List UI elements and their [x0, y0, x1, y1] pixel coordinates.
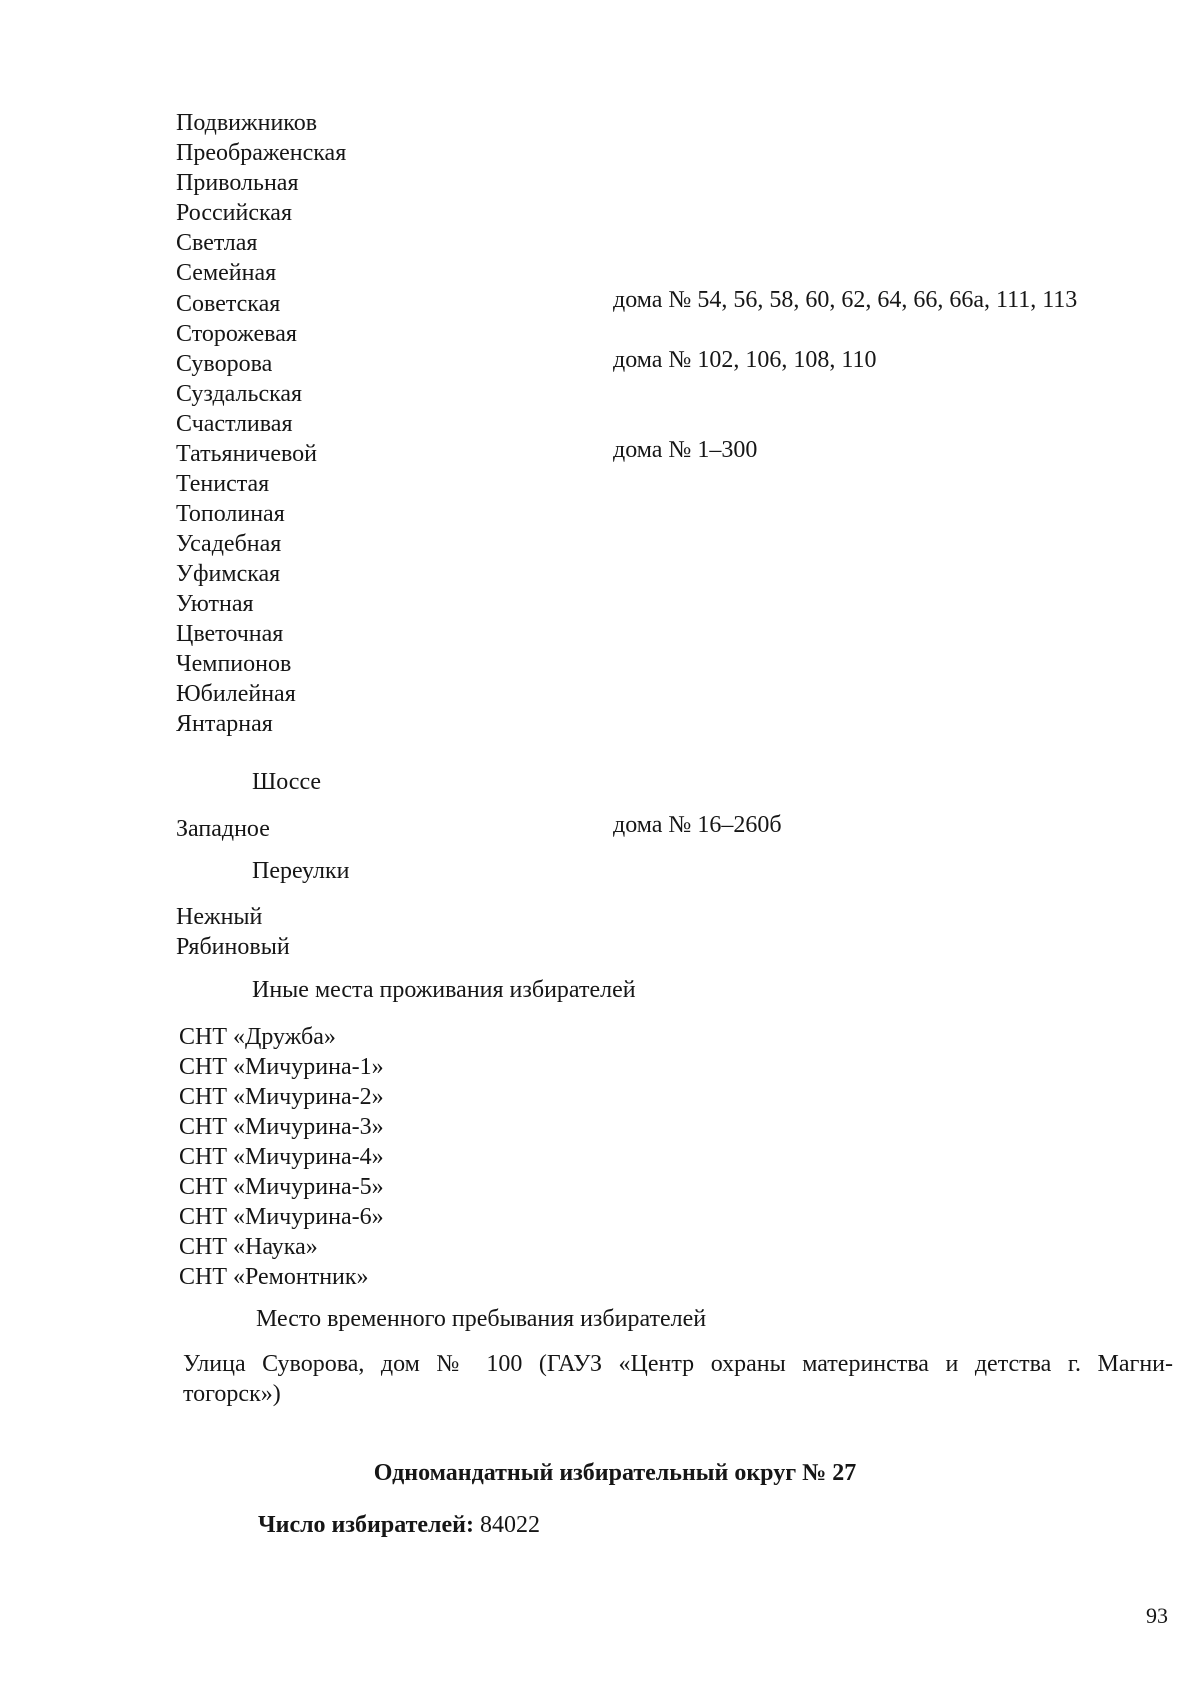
list-item: СНТ «Наука»: [179, 1234, 318, 1260]
street-name: Уютная: [176, 591, 254, 617]
list-item: СНТ «Мичурина-4»: [179, 1144, 384, 1170]
street-name: Чемпионов: [176, 651, 292, 677]
address-line-2: тогорск»): [183, 1381, 281, 1407]
street-name: Уфимская: [176, 561, 281, 587]
list-item: СНТ «Мичурина-6»: [179, 1204, 384, 1230]
street-name: Тополиная: [176, 501, 285, 527]
address-line-1: Улица Суворова, дом № 100 (ГАУЗ «Центр охраны материнства и детства г. Магни-: [183, 1351, 1173, 1377]
street-name: Привольная: [176, 170, 299, 196]
street-name: Счастливая: [176, 411, 293, 437]
lane-name: Нежный: [176, 904, 263, 930]
street-name: Сторожевая: [176, 321, 297, 347]
street-name: Преображенская: [176, 140, 347, 166]
highway-houses: дома № 16–260б: [613, 812, 782, 838]
street-houses: дома № 54, 56, 58, 60, 62, 64, 66, 66а, 111, 113: [613, 287, 1078, 313]
section-heading: Шоссе: [252, 769, 322, 795]
street-name: Суздальская: [176, 381, 303, 407]
street-houses: дома № 102, 106, 108, 110: [613, 347, 877, 373]
street-name: Тенистая: [176, 471, 270, 497]
street-name: Юбилейная: [176, 681, 296, 707]
street-name: Цветочная: [176, 621, 284, 647]
list-item: СНТ «Дружба»: [179, 1024, 336, 1050]
voters-label: Число избирателей:: [258, 1512, 474, 1538]
list-item: СНТ «Мичурина-1»: [179, 1054, 384, 1080]
voters-count: [258, 1510, 540, 1540]
list-item: СНТ «Мичурина-3»: [179, 1114, 384, 1140]
highway-name: Западное: [176, 816, 270, 842]
street-name: Подвижников: [176, 110, 318, 136]
section-heading: Иные места проживания избирателей: [252, 977, 636, 1003]
street-name: Светлая: [176, 230, 258, 256]
street-name: Семейная: [176, 260, 277, 286]
street-name: Суворова: [176, 351, 273, 377]
lane-name: Рябиновый: [176, 934, 290, 960]
page-number: 93: [1146, 1603, 1168, 1628]
list-item: СНТ «Мичурина-5»: [179, 1174, 384, 1200]
temporary-stay-address: [183, 1349, 1173, 1409]
list-item: СНТ «Ремонтник»: [179, 1264, 369, 1290]
district-title: Одномандатный избирательный округ № 27: [373, 1460, 857, 1486]
voters-value: 84022: [479, 1512, 540, 1538]
street-name: Янтарная: [176, 711, 273, 737]
street-houses: дома № 1–300: [613, 437, 758, 463]
street-name: Усадебная: [176, 531, 282, 557]
section-heading: Место временного пребывания избирателей: [256, 1306, 707, 1332]
section-heading: Переулки: [252, 858, 350, 884]
street-name: Татьяничевой: [176, 441, 317, 467]
street-name: Российская: [176, 200, 292, 226]
list-item: СНТ «Мичурина-2»: [179, 1084, 384, 1110]
street-name: Советская: [176, 291, 281, 317]
